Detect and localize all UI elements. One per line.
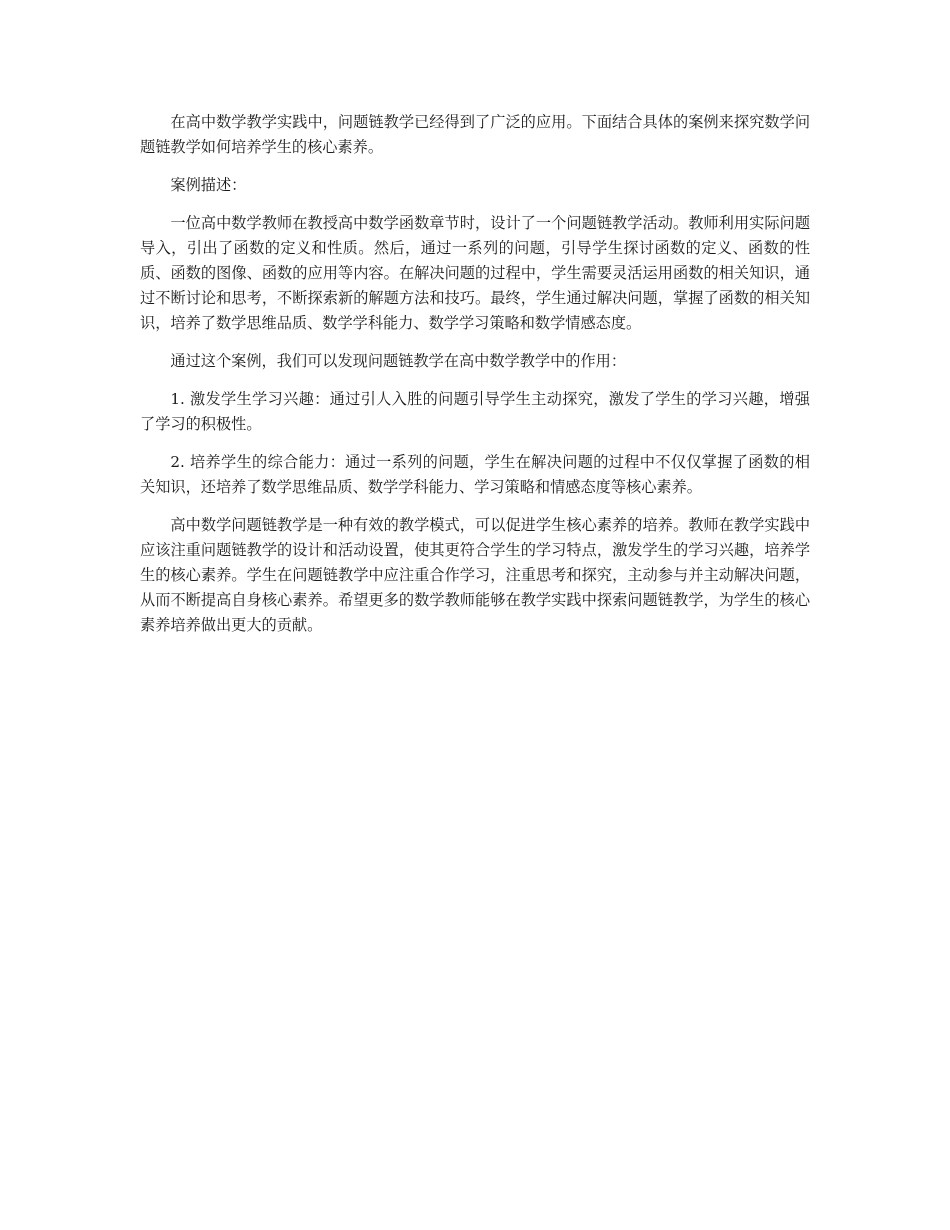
paragraph-case-heading: 案例描述： — [170, 176, 247, 194]
list-item-ability: 2. 培养学生的综合能力：通过一系列的问题，学生在解决问题的过程中不仅仅掌握了函数的相关知识，还培养了数学思维品质、数学学科能力、学习策略和情感态度等核心素养。 — [140, 453, 810, 496]
document-body — [140, 110, 810, 651]
paragraph-conclusion: 高中数学问题链教学是一种有效的教学模式，可以促进学生核心素养的培养。教师在教学实践中应该注重问题链教学的设计和活动设置，使其更符合学生的学习特点，激发学生的学习兴趣，培养学生的核心素养。学生在问题链教学中应注重合作学习，注重思考和探究，主动参与并主动解决问题，从而不断提高自身核心素养。希望更多的数学教师能够在教学实践中探索问题链教学，为学生的核心素养培养做出更大的贡献。 — [140, 516, 810, 634]
list-item-interest: 1. 激发学生学习兴趣：通过引人入胜的问题引导学生主动探究，激发了学生的学习兴趣，增强了学习的积极性。 — [140, 390, 810, 433]
paragraph-intro: 在高中数学教学实践中，问题链教学已经得到了广泛的应用。下面结合具体的案例来探究数学问题链教学如何培养学生的核心素养。 — [140, 113, 810, 156]
paragraph-case-description: 一位高中数学教师在教授高中数学函数章节时，设计了一个问题链教学活动。教师利用实际问题导入，引出了函数的定义和性质。然后，通过一系列的问题，引导学生探讨函数的定义、函数的性质、函数的图像、函数的应用等内容。在解决问题的过程中，学生需要灵活运用函数的相关知识，通过不断讨论和思考，不断探索新的解题方法和技巧。最终，学生通过解决问题，掌握了函数的相关知识，培养了数学思维品质、数学学科能力、数学学习策略和数学情感态度。 — [140, 214, 810, 332]
paragraph-findings-lead: 通过这个案例，我们可以发现问题链教学在高中数学教学中的作用： — [170, 352, 627, 370]
